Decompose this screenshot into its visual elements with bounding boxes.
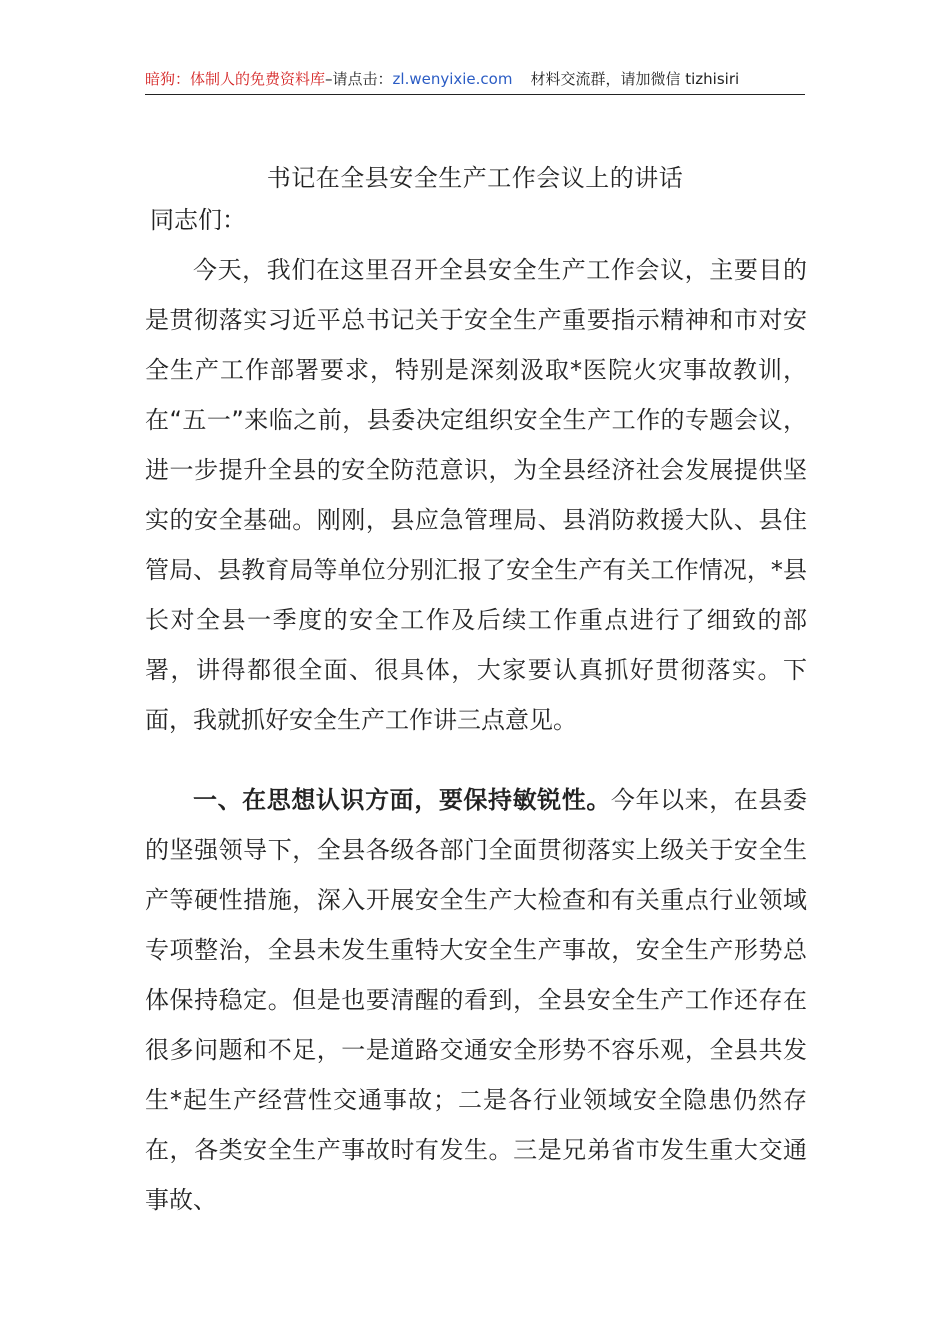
header-brand[interactable]: 暗狗：体制人的免费资料库 <box>145 70 326 88</box>
paragraph-section-one <box>145 775 807 1225</box>
salutation: 同志们： <box>150 206 246 234</box>
header-banner <box>145 68 805 94</box>
section-one-heading: 一、在思想认识方面，要保持敏锐性。 <box>193 786 611 814</box>
header-prompt: –请点击： <box>325 70 393 88</box>
paragraph-intro: 今天，我们在这里召开全县安全生产工作会议，主要目的是贯彻落实习近平总书记关于安全生产重要指示精神和市对安全生产工作部署要求，特别是深刻汲取*医院火灾事故教训，在“五一”来临之前，县委决定组织安全生产工作的专题会议，进一步提升全县的安全防范意识，为全县经济社会发展提供坚实的安全基础。刚刚，县应急管理局、县消防救援大队、县住管局、县教育局等单位分别汇报了安全生产有关工作情况，*县长对全县一季度的安全工作及后续工作重点进行了细致的部署，讲得都很全面、很具体，大家要认真抓好贯彻落实。下面，我就抓好安全生产工作讲三点意见。 <box>145 256 807 734</box>
header-divider <box>145 94 805 95</box>
section-one-body: 今年以来，在县委的坚强领导下，全县各级各部门全面贯彻落实上级关于安全生产等硬性措施，深入开展安全生产大检查和有关重点行业领域专项整治，全县未发生重特大安全生产事故，安全生产形势总体保持稳定。但是也要清醒的看到，全县安全生产工作还存在很多问题和不足，一是道路交通安全形势不容乐观，全县共发生*起生产经营性交通事故；二是各行业领域安全隐患仍然存在，各类安全生产事故时有发生。三是兄弟省市发生重大交通事故、 <box>145 786 808 1214</box>
header-link[interactable]: zl.wenyixie.com <box>392 70 513 88</box>
document-title: 书记在全县安全生产工作会议上的讲话 <box>266 164 684 192</box>
header-wechat: 材料交流群，请加微信 tizhisiri <box>530 70 740 88</box>
